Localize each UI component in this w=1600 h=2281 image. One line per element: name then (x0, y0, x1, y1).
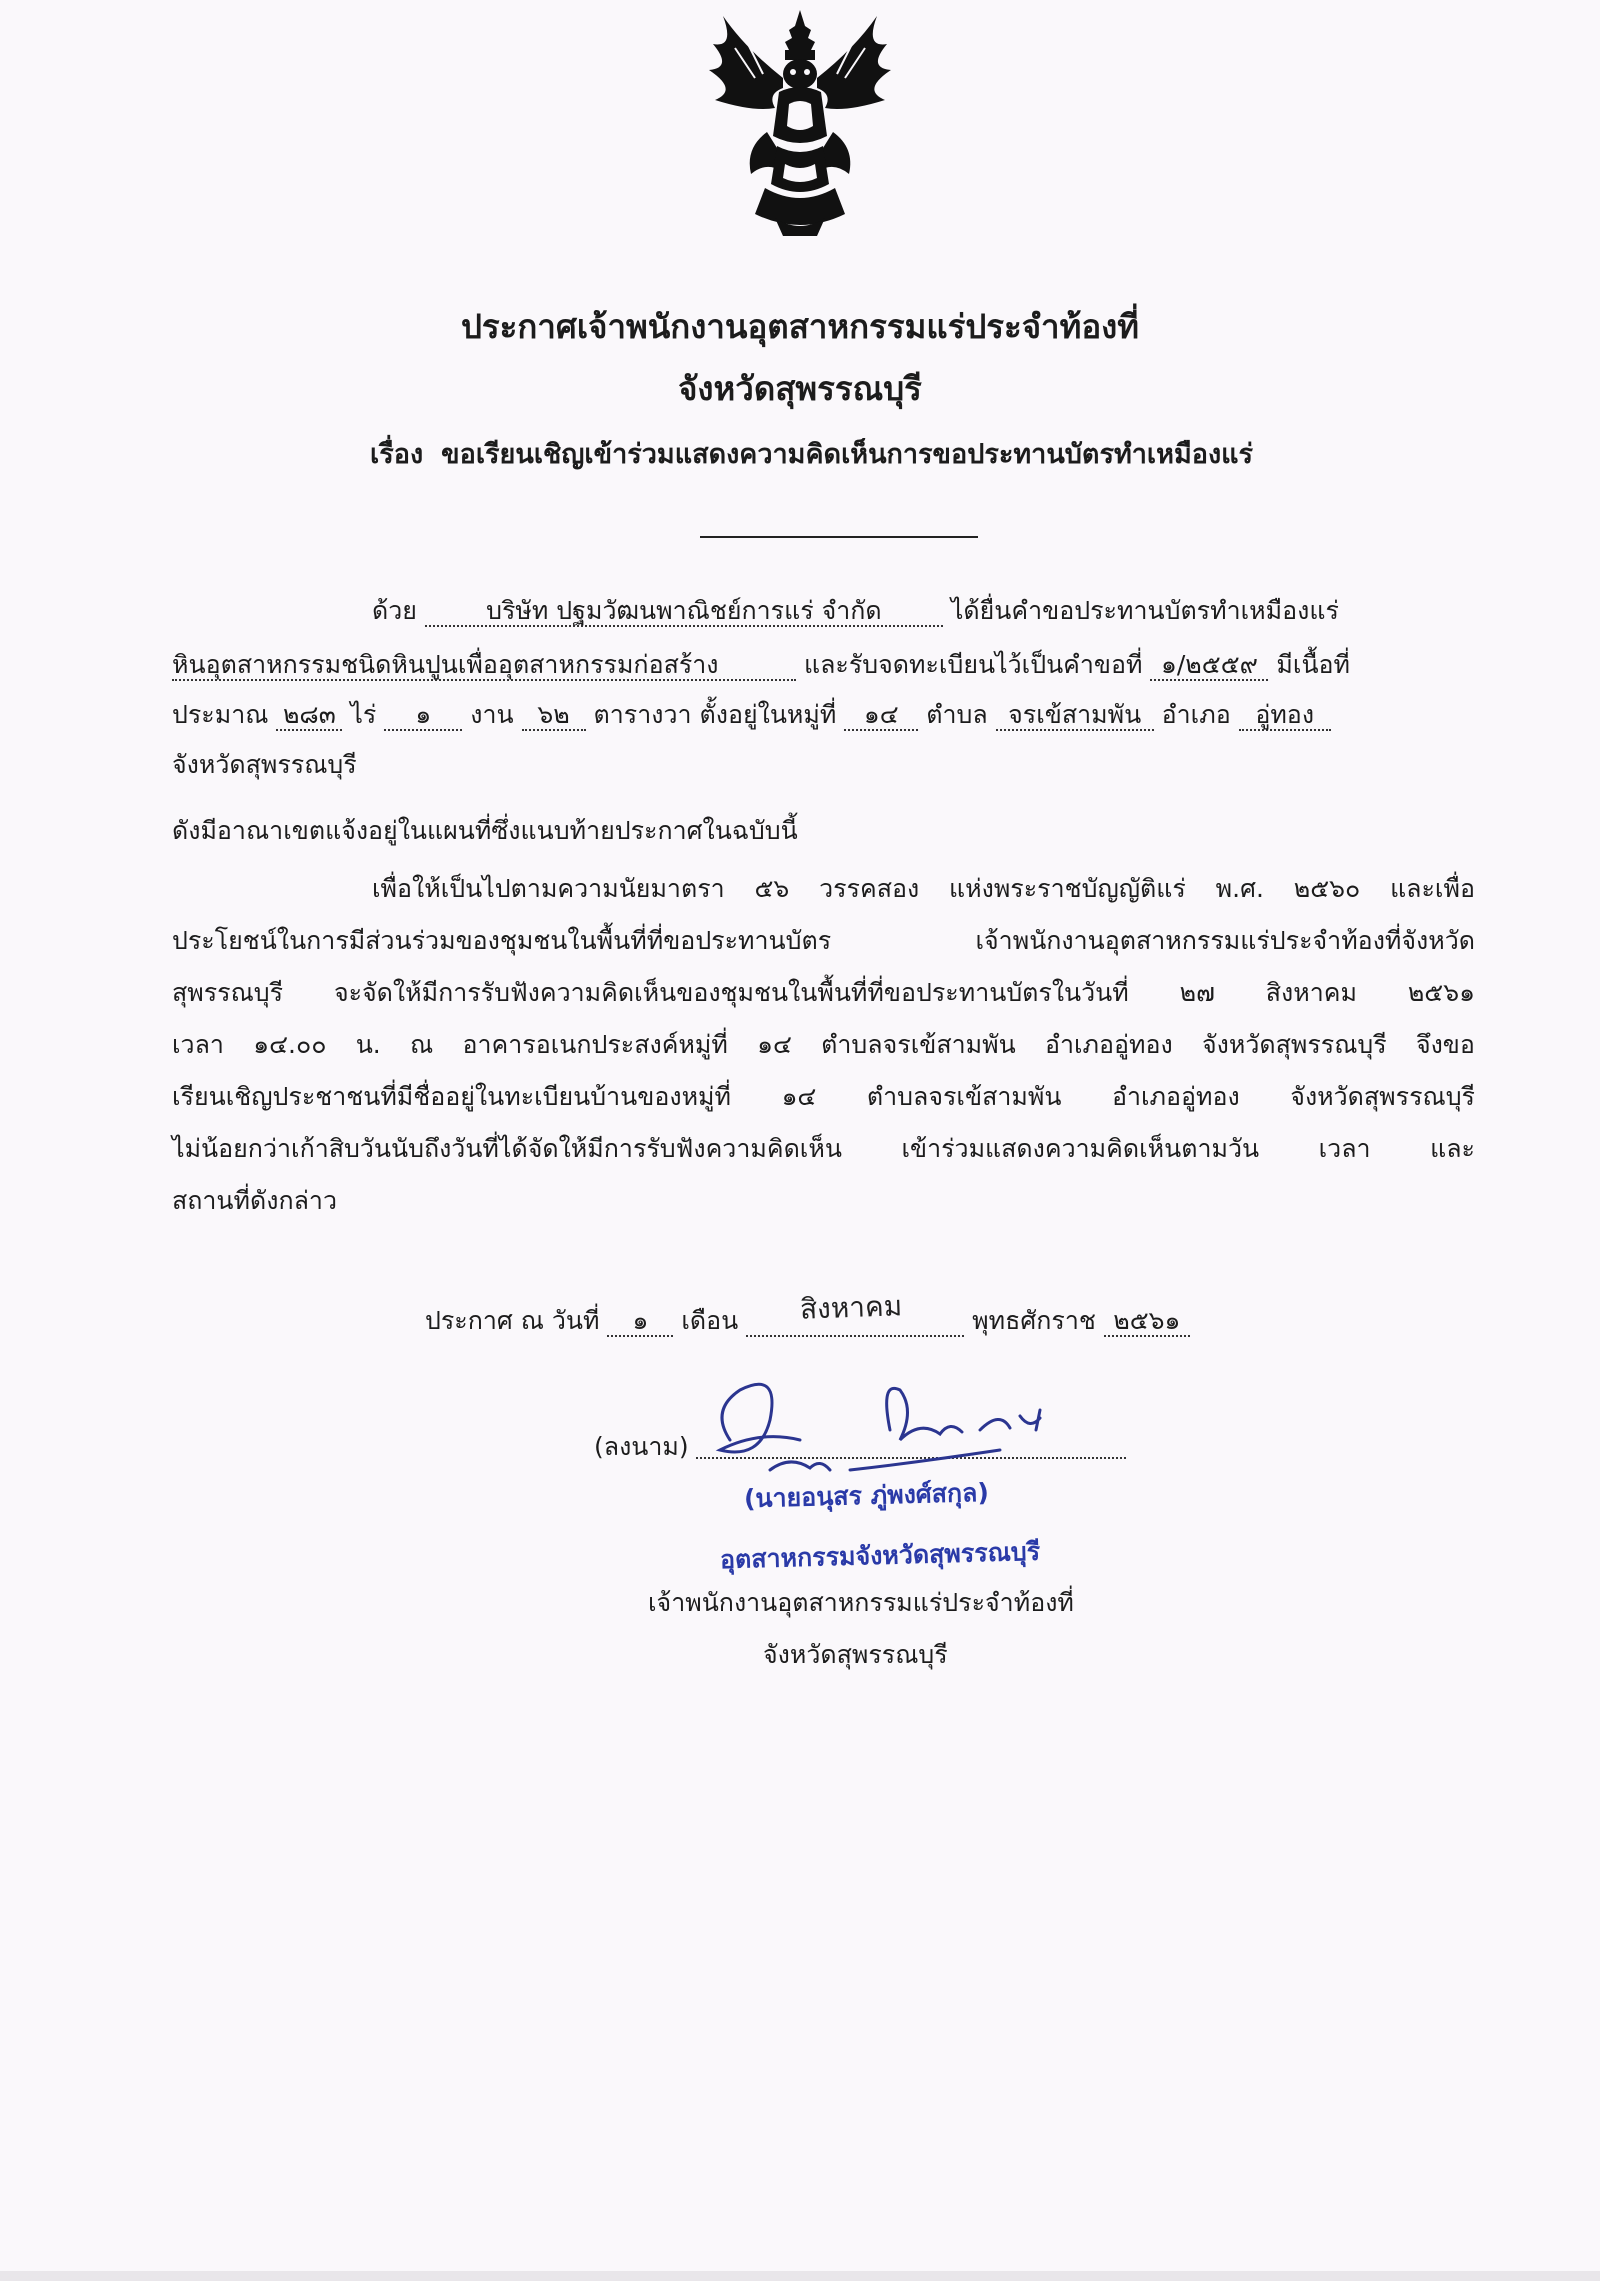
word-rai: ไร่ (350, 700, 377, 729)
p3-l1-w5: ๒๕๖๐ (1293, 874, 1361, 903)
rai-field: ๒๘๓ (276, 702, 342, 731)
ngan-field: ๑ (384, 702, 462, 731)
p3-l4-w5: ๑๔ (757, 1030, 792, 1059)
subject-line (370, 432, 1253, 475)
word-announced: ประกาศ ณ วันที่ (425, 1306, 600, 1335)
para3-line7: สถานที่ดังกล่าว (172, 1186, 337, 1215)
p3-l4-w1: ๑๔.๐๐ (253, 1030, 327, 1059)
word-wah: ตารางวา (593, 700, 692, 729)
para3-line2 (172, 928, 1475, 953)
para1-line3 (172, 702, 1331, 731)
word-amphoe: อำเภอ (1161, 700, 1231, 729)
p3-l6-w3: และ (1430, 1134, 1475, 1163)
para3-line5 (172, 1084, 1475, 1109)
p3-l4-w9: จึงขอ (1415, 1030, 1475, 1059)
p3-l6-w0: ไม่น้อยกว่าเก้าสิบวันนับถึงวันที่ได้จัดให้มีการรับฟังความคิดเห็น (172, 1134, 842, 1163)
signer-name: (นายอนุสร ภู่พงศ์สกุล) (743, 1477, 990, 1514)
signer-role-line2: จังหวัดสุพรรณบุรี (763, 1640, 948, 1669)
para3-line3 (172, 980, 1475, 1005)
subject-text: ขอเรียนเชิญเข้าร่วมแสดงความคิดเห็นการขอประทานบัตรทำเหมืองแร่ (441, 439, 1254, 470)
word-tambon: ตำบล (926, 700, 988, 729)
garuda-emblem-icon (705, 8, 895, 238)
p3-l5-w3: อำเภออู่ทอง (1111, 1082, 1240, 1111)
word-submitted: ได้ยื่นคำขอประทานบัตรทำเหมืองแร่ (950, 596, 1339, 625)
word-located: ตั้งอยู่ในหมู่ที่ (699, 700, 837, 729)
para1-line2 (172, 652, 1350, 681)
p3-l1-w1: ๕๖ (754, 874, 790, 903)
p3-l3-w3: สิงหาคม (1265, 978, 1357, 1007)
word-month: เดือน (681, 1306, 739, 1335)
p3-l4-w0: เวลา (172, 1030, 224, 1059)
tambon-field: จรเข้สามพัน (996, 702, 1154, 731)
wah-field: ๖๒ (522, 702, 586, 731)
para3-line1 (372, 876, 1475, 901)
word-registered: และรับจดทะเบียนไว้เป็นคำขอที่ (803, 650, 1143, 679)
p3-l3-w1: จะจัดให้มีการรับฟังความคิดเห็นของชุมชนในพื้นที่ที่ขอประทานบัตรในวันที่ (333, 978, 1129, 1007)
para2: ดังมีอาณาเขตแจ้งอยู่ในแผนที่ซึ่งแนบท้ายประกาศในฉบับนี้ (172, 816, 798, 845)
para3-line6 (172, 1136, 1475, 1161)
p3-l6-w1: เข้าร่วมแสดงความคิดเห็นตามวัน (901, 1134, 1260, 1163)
word-with: ด้วย (372, 596, 417, 625)
year-field: ๒๕๖๑ (1104, 1308, 1190, 1337)
page-title-province: จังหวัดสุพรรณบุรี (678, 369, 922, 408)
p3-l5-w1: ๑๔ (781, 1082, 817, 1111)
p3-l4-w6: ตำบลจรเข้สามพัน (821, 1030, 1016, 1059)
p3-l1-w0: เพื่อให้เป็นไปตามความนัยมาตรา (372, 874, 725, 903)
p3-l5-w2: ตำบลจรเข้สามพัน (866, 1082, 1062, 1111)
p3-l3-w0: สุพรรณบุรี (172, 978, 284, 1007)
amphoe-field: อู่ทอง (1239, 702, 1331, 731)
signed-label: (ลงนาม) (594, 1432, 689, 1461)
mineral-field: หินอุตสาหกรรมชนิดหินปูนเพื่ออุตสาหกรรมก่อสร้าง (172, 652, 796, 681)
p3-l1-w6: และเพื่อ (1390, 874, 1475, 903)
p3-l1-w3: แห่งพระราชบัญญัติแร่ (949, 874, 1186, 903)
p3-l4-w8: จังหวัดสุพรรณบุรี (1202, 1030, 1387, 1059)
p3-l4-w2: น. (355, 1030, 381, 1059)
handwritten-month: สิงหาคม (799, 1289, 903, 1326)
p3-l2-w0: ประโยชน์ในการมีส่วนร่วมของชุมชนในพื้นที่ที่ขอประทานบัตร (172, 926, 832, 955)
para1-line4: จังหวัดสุพรรณบุรี (172, 750, 357, 779)
handwritten-signature (700, 1370, 1120, 1480)
signer-role-line1: เจ้าพนักงานอุตสาหกรรมแร่ประจำท้องที่ (648, 1588, 1074, 1617)
word-approx: ประมาณ (172, 700, 269, 729)
p3-l3-w4: ๒๕๖๑ (1407, 978, 1475, 1007)
p3-l2-w1: เจ้าพนักงานอุตสาหกรรมแร่ประจำท้องที่จังหวัด (975, 926, 1475, 955)
position-stamp: อุตสาหกรรมจังหวัดสุพรรณบุรี (719, 1536, 1041, 1575)
p3-l4-w3: ณ (410, 1030, 434, 1059)
p3-l4-w7: อำเภออู่ทอง (1044, 1030, 1173, 1059)
company-field: บริษัท ปฐมวัฒนพาณิชย์การแร่ จำกัด (425, 598, 943, 627)
p3-l5-w4: จังหวัดสุพรรณบุรี (1290, 1082, 1475, 1111)
word-ngan: งาน (470, 700, 514, 729)
para1-line1 (372, 598, 1339, 627)
day-field: ๑ (607, 1308, 673, 1337)
scan-bottom-edge (0, 2271, 1600, 2281)
p3-l3-w2: ๒๗ (1179, 978, 1215, 1007)
word-area: มีเนื้อที่ (1276, 650, 1351, 679)
p3-l5-w0: เรียนเชิญประชาชนที่มีชื่ออยู่ในทะเบียนบ้านของหมู่ที่ (172, 1082, 732, 1111)
word-year: พุทธศักราช (972, 1306, 1096, 1335)
title-divider (700, 536, 978, 538)
subject-label: เรื่อง (370, 439, 424, 470)
p3-l1-w2: วรรคสอง (819, 874, 920, 903)
moo-field: ๑๔ (844, 702, 918, 731)
p3-l1-w4: พ.ศ. (1215, 874, 1264, 903)
page-title: ประกาศเจ้าพนักงานอุตสาหกรรมแร่ประจำท้องที่ (460, 307, 1140, 346)
p3-l4-w4: อาคารอเนกประสงค์หมู่ที่ (462, 1030, 728, 1059)
p3-l6-w2: เวลา (1318, 1134, 1371, 1163)
request-number-field: ๑/๒๕๕๙ (1150, 652, 1268, 681)
para3-line4 (172, 1032, 1475, 1057)
